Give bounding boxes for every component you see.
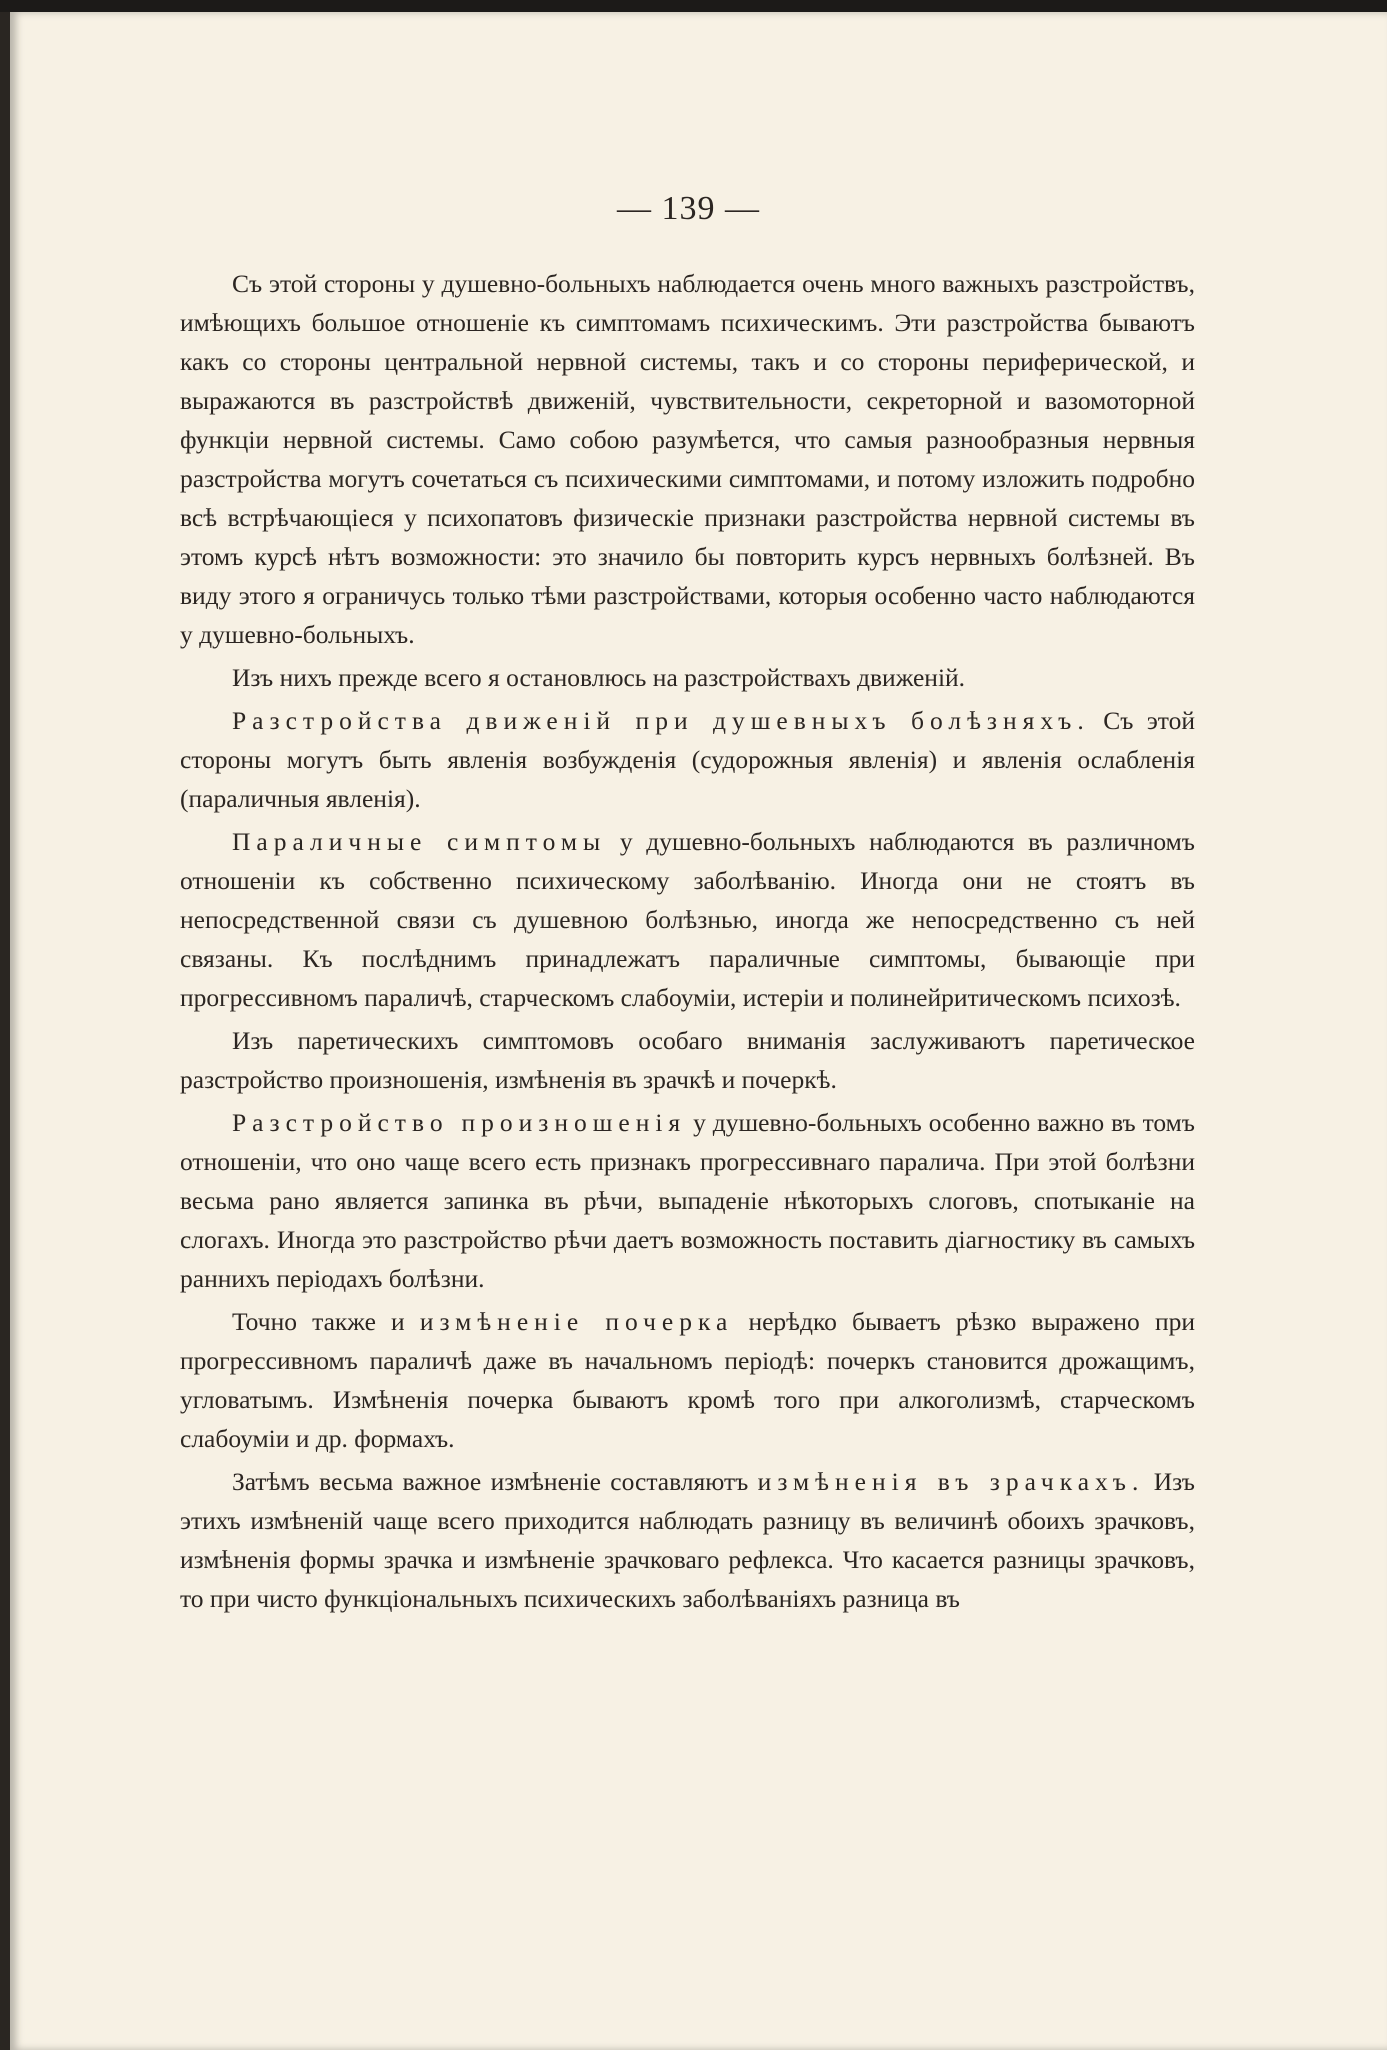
paragraph-6 bbox=[180, 1103, 1195, 1298]
paragraph-7-lead: Точно также и bbox=[232, 1307, 420, 1336]
paragraph-8-lead: Затѣмъ весьма важное измѣненіе составляютъ bbox=[232, 1467, 758, 1496]
paragraph-8-text: Изъ этихъ измѣненій чаще всего приходится наблюдать разницу въ величинѣ обоихъ зрачковъ, измѣненія формы зрачка и измѣненіе зрачковаго рефлекса. Что касается разницы зрачковъ, то при чисто функціональныхъ психическихъ заболѣваніяхъ разница въ bbox=[180, 1467, 1195, 1613]
paragraph-1-text: Съ этой стороны у душевно-больныхъ наблюдается очень много важныхъ разстройствъ, имѣющихъ большое отношеніе къ симптомамъ психическимъ. Эти разстройства бываютъ какъ со стороны центральной нервной системы, такъ и со стороны периферической, и выражаются въ разстройствѣ движеній, чувствительности, секреторной и вазомоторной функціи нервной системы. Само собою разумѣется, что самыя разнообразныя нервныя разстройства могутъ сочетаться съ психическими симптомами, и потому изложить подробно всѣ встрѣчающіеся у психопатовъ физическіе признаки разстройства нервной системы въ этомъ курсѣ нѣтъ возможности: это значило бы повторить курсъ нервныхъ болѣзней. Въ виду этого я ограничусь только тѣми разстройствами, которыя особенно часто наблюдаются у душевно-больныхъ. bbox=[180, 269, 1195, 649]
paragraph-6-text: у душевно-больныхъ особенно важно въ томъ отношеніи, что оно чаще всего есть признакъ прогрессивнаго паралича. При этой болѣзни весьма рано является запинка въ рѣчи, выпаденіе нѣкоторыхъ слоговъ, спотыканіе на слогахъ. Иногда это разстройство рѣчи даетъ возможность поставить діагностику въ самыхъ раннихъ періодахъ болѣзни. bbox=[180, 1108, 1195, 1293]
paragraph-7-text: нерѣдко бываетъ рѣзко выражено при прогрессивномъ параличѣ даже въ начальномъ періодѣ: почеркъ становится дрожащимъ, угловатымъ. Измѣненія почерка бываютъ кромѣ того при алкоголизмѣ, старческомъ слабоуміи и др. формахъ. bbox=[180, 1307, 1195, 1453]
paragraph-4-text: у душевно-больныхъ наблюдаются въ различномъ отношеніи къ собственно психическому заболѣванію. Иногда они не стоятъ въ непосредственной связи съ душевною болѣзнью, иногда же непосредственно съ ней связаны. Къ послѣднимъ принадлежатъ параличные симптомы, бывающіе при прогрессивномъ параличѣ, старческомъ слабоуміи, истеріи и полинейритическомъ психозѣ. bbox=[180, 827, 1195, 1012]
section-heading-paralytic-symptoms: Параличные симптомы bbox=[232, 827, 607, 856]
paragraph-5 bbox=[180, 1021, 1195, 1099]
section-heading-movement-disorders: Разстройства движеній при душевныхъ болѣзняхъ. bbox=[232, 706, 1090, 735]
page-number: — 139 — bbox=[617, 190, 760, 227]
paragraph-5-text: Изъ паретическихъ симптомовъ особаго вниманія заслуживаютъ паретическое разстройство произношенія, измѣненія въ зрачкѣ и почеркѣ. bbox=[180, 1026, 1195, 1094]
paragraph-2-text: Изъ нихъ прежде всего я остановлюсь на разстройствахъ движеній. bbox=[232, 663, 966, 692]
paragraph-3-text: Съ этой стороны могутъ быть явленія возбужденія (судорожныя явленія) и явленія ослабленія (параличныя явленія). bbox=[180, 706, 1196, 813]
section-heading-pupil-changes: измѣненія въ зрачкахъ. bbox=[757, 1467, 1145, 1496]
paragraph-4 bbox=[180, 822, 1195, 1017]
page-body bbox=[180, 264, 1195, 1622]
paragraph-2 bbox=[180, 658, 1195, 697]
scan-top-edge bbox=[0, 0, 1387, 12]
paragraph-8 bbox=[180, 1462, 1195, 1618]
paragraph-1 bbox=[180, 264, 1195, 654]
section-heading-speech-disorder: Разстройство произношенія bbox=[232, 1108, 687, 1137]
paragraph-3 bbox=[180, 701, 1195, 818]
paragraph-7 bbox=[180, 1302, 1195, 1458]
book-page bbox=[10, 12, 1387, 2050]
section-heading-handwriting-change: измѣненіе почерка bbox=[419, 1307, 734, 1336]
